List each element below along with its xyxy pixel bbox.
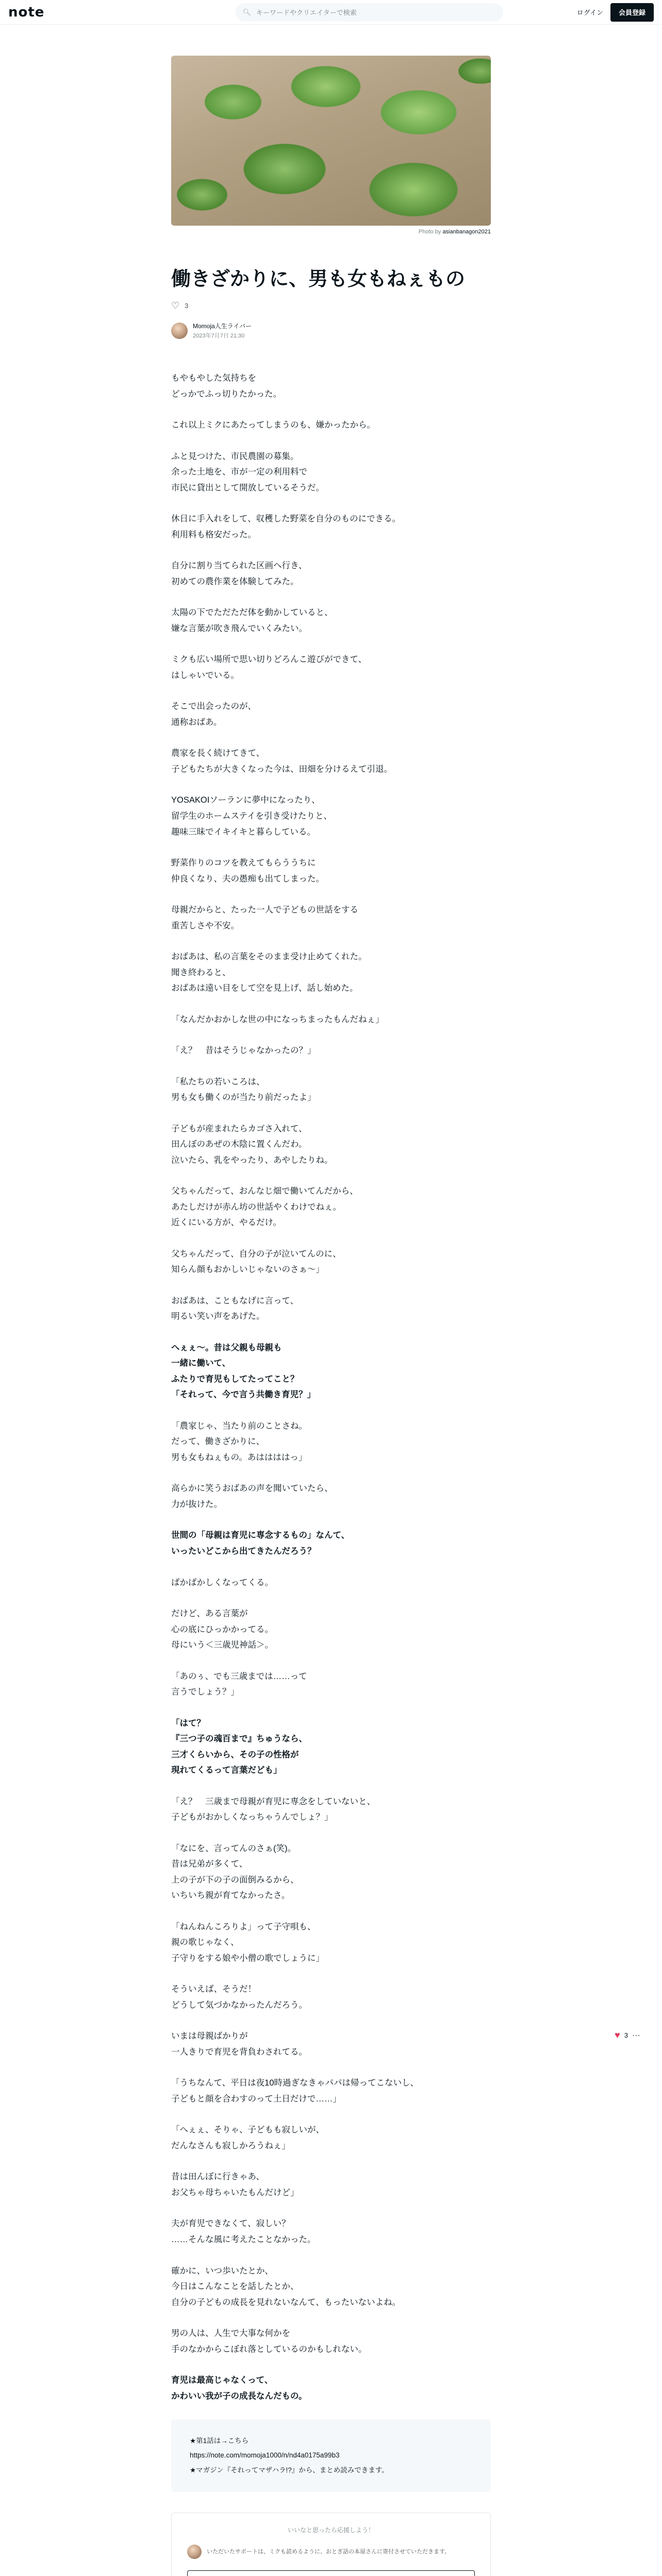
article-paragraph: 「はて？ 『三つ子の魂百まで』ちゅうなら、 三才くらいから、その子の性格が 現れてくるって言葉だども」 (171, 1718, 307, 1775)
support-message-row (187, 2545, 475, 2559)
article-paragraph: 「うちなんて、平日は夜10時過ぎなきゃパパは帰ってこないし、 子どもと顔を合わすのって土日だけで……」 (171, 2078, 419, 2104)
like-row (171, 300, 491, 311)
more-icon[interactable]: ⋯ (632, 2031, 641, 2040)
tip-button[interactable] (187, 2570, 475, 2576)
article-paragraph: 育児は最高じゃなくって、 かわいい我が子の成長なんだもの。 (171, 2376, 307, 2401)
article-paragraph: 「え？ 昔はそうじゃなかったの？」 (171, 1046, 316, 1056)
article-paragraph: ばかばかしくなってくる。 (171, 1578, 273, 1587)
article-paragraph: 「なにを、言ってんのさぁ(笑)。 昔は兄弟が多くて、 上の子が下の子の面倒みるから、 いちいち親が育てなかったさ。 (171, 1843, 299, 1901)
article-paragraph: 夫が育児できなくて、寂しい？ ……そんな風に考えたことなかった。 (171, 2219, 316, 2244)
article-paragraph: 「農家じゃ、当たり前のことさね。 だって、働きざかりに、 男も女もねぇもの。あははははっ」 (171, 1421, 307, 1462)
header-actions (577, 3, 654, 22)
login-link[interactable]: ログイン (576, 9, 603, 16)
article-paragraph: 母親だからと、たった一人で子どもの世話をする 重苦しさや不安。 (171, 905, 358, 930)
search-input[interactable] (235, 3, 503, 22)
article-paragraph: 「へぇぇ、そりゃ、子どもも寂しいが、 だんなさんも寂しかろうねぇ」 (171, 2125, 324, 2150)
article-paragraph: 自分に割り当てられた区画へ行き、 初めての農作業を体験してみた。 (171, 561, 307, 586)
article-container (171, 56, 491, 2576)
article-body (171, 370, 491, 2404)
magazine-info-box (171, 2419, 491, 2492)
heart-icon[interactable]: ♡ (171, 300, 180, 311)
signup-button[interactable]: 会員登録 (610, 3, 654, 22)
support-message: いただいたサポートは、ミクも読めるように、おとぎ話の本屋さんに寄付させていただきます。 (207, 2548, 451, 2555)
publish-date: 2023年7月7日 21:30 (193, 333, 245, 340)
article-paragraph: 太陽の下でただただ体を動かしていると、 嫌な言葉が吹き飛んでいくみたい。 (171, 608, 333, 633)
article-paragraph: おばあは、私の言葉をそのまま受け止めてくれた。 聞き終わると、 おばあは遠い目をして空を見上げ、話し始めた。 (171, 952, 367, 993)
photo-credit (171, 229, 491, 235)
author-name[interactable]: Momoja人生ライバー (193, 323, 252, 330)
search-placeholder: キーワードやクリエイターで検索 (256, 9, 357, 16)
article-paragraph: ミクも広い場所で思い切りどろんこ遊びができて、 はしゃいでいる。 (171, 655, 367, 680)
article-paragraph: だけど、ある言葉が 心の底にひっかかってる。 母にいう＜三歳児神話＞。 (171, 1609, 273, 1650)
like-count: 3 (185, 302, 189, 310)
article-paragraph: そういえば、そうだ！ どうして気づかなかったんだろう。 (171, 1985, 307, 2010)
article-paragraph: 昔は田んぼに行きゃあ、 お父ちゃ母ちゃいたもんだけど」 (171, 2172, 299, 2197)
article-paragraph: 父ちゃんだって、自分の子が泣いてんのに、 知らん顔もおかしいじゃないのさぁ〜」 (171, 1249, 341, 1275)
article-paragraph: 父ちゃんだって、おんなじ畑で働いてんだから、 あたしだけが赤ん坊の世話やくわけでねぇ。 近くにいる方が、やるだけ。 (171, 1187, 358, 1228)
site-header (0, 0, 662, 25)
article-paragraph: 子どもが産まれたらカゴさ入れて、 田んぼのあぜの木陰に置くんだわ。 泣いたら、乳をやったり、あやしたりね。 (171, 1124, 333, 1165)
article-paragraph: 高らかに笑うおばあの声を聞いていたら、 力が抜けた。 (171, 1484, 333, 1509)
article-title: 働きざかりに、男も女もねぇもの (171, 268, 466, 290)
article-paragraph: もやもやした気持ちを どっかでふっ切りたかった。 (171, 374, 282, 399)
article-paragraph: そこで出会ったのが、 通称おばあ。 (171, 702, 256, 727)
photo-credit-name[interactable]: asianbanagon2021 (442, 229, 491, 235)
avatar (187, 2545, 202, 2559)
magazine-line-2: ★マガジン『それってマザハラ!?』から、まとめ読みできます。 (190, 2466, 389, 2474)
article-paragraph: 「なんだかおかしな世の中になっちまったもんだねぇ」 (171, 1014, 384, 1024)
article-paragraph: 「ねんねんころりよ」って子守唄も、 親の歌じゃなく、 子守りをする娘や小僧の歌でしょうに」 (171, 1922, 324, 1963)
floating-like-bar (615, 2030, 641, 2041)
article-paragraph: 「あのぅ、でも三歳までは……って 言うでしょう？」 (171, 1671, 307, 1697)
article-paragraph: ふと見つけた、市民農園の募集。 余った土地を、市が一定の利用料で 市民に貸出として開放しているそうだ。 (171, 451, 324, 493)
avatar[interactable] (171, 323, 188, 339)
magazine-link[interactable]: https://note.com/momoja1000/n/nd4a0175a99b3 (190, 2451, 340, 2460)
support-label: いいなと思ったら応援しよう！ (287, 2527, 374, 2534)
photo-credit-prefix: Photo by (418, 229, 443, 235)
article-paragraph: 休日に手入れをして、収穫した野菜を自分のものにできる。 利用料も格安だった。 (171, 514, 401, 539)
article-paragraph: 「え？ 三歳まで母親が育児に専念をしていないと、 子どもがおかしくなっちゃうんでしょ？」 (171, 1797, 375, 1822)
heart-icon[interactable]: ♥ (615, 2030, 620, 2040)
magazine-line-1: ★第1話は→こちら (190, 2437, 249, 2445)
search-icon: 🔍︎ (242, 8, 251, 16)
article-paragraph: 世間の「母親は育児に専念するもの」なんて、 いったいどこから出てきたんだろう？ (171, 1531, 350, 1556)
floating-like-count: 3 (624, 2031, 628, 2039)
article-paragraph: いまは母親ばかりが 一人きりで育児を背負わされてる。 (171, 2031, 307, 2057)
article-paragraph: 農家を長く続けてきて、 子どもたちが大きくなった今は、田畑を分けるえて引退。 (171, 749, 392, 774)
article-paragraph: 確かに、いつ歩いたとか、 今日はこんなことを話したとか、 自分の子どもの成長を見れないなんて、もったいないよね。 (171, 2266, 401, 2307)
article-paragraph: これ以上ミクにあたってしまうのも、嫌かったから。 (171, 420, 375, 430)
article-paragraph: 男の人は、人生で大事な何かを 手のなかからこぼれ落としているのかもしれない。 (171, 2329, 367, 2354)
article-paragraph: へぇぇ〜。昔は父親も母親も 一緒に働いて、 ふたりで育児もしてたってこと？ 「それって、今で言う共働き育児？」 (171, 1343, 316, 1400)
author-info[interactable] (171, 321, 491, 340)
hero-image (171, 56, 491, 226)
article-paragraph: 「私たちの若いころは、 男も女も働くのが当たり前だったよ」 (171, 1077, 316, 1103)
support-box (171, 2513, 491, 2576)
article-paragraph: YOSAKOIソーランに夢中になったり、 留学生のホームステイを引き受けたりと、 趣味三昧でイキイキと暮らしている。 (171, 795, 333, 837)
note-logo[interactable]: note (8, 4, 45, 20)
article-paragraph: 野菜作りのコツを教えてもらううちに 仲良くなり、夫の愚痴も出てしまった。 (171, 858, 324, 884)
article-paragraph: おばあは、こともなげに言って、 明るい笑い声をあげた。 (171, 1296, 299, 1321)
